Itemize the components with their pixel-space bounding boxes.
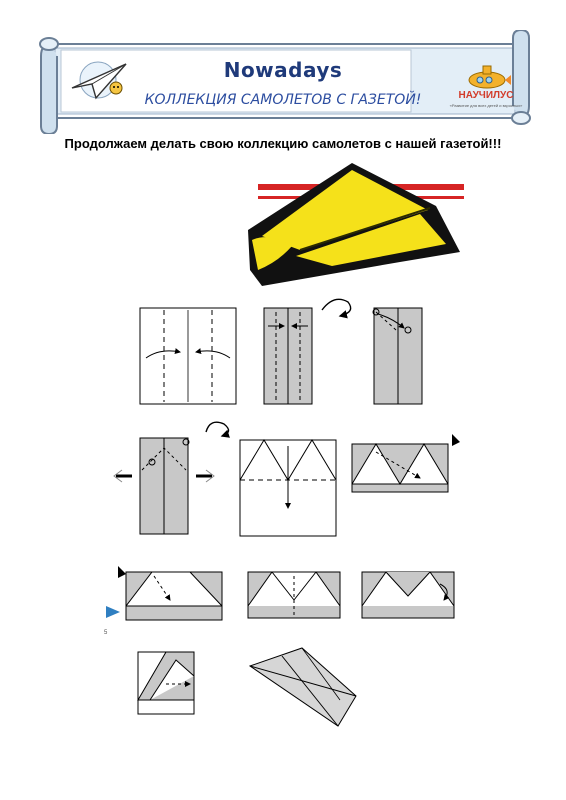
turn-over-arrow-icon [206,422,229,436]
brand-title: Nowadays [223,58,343,82]
turn-over-arrow-icon [322,299,351,316]
step-6 [352,434,460,492]
step-1 [140,308,236,404]
intro-heading: Продолжаем делать свою коллекцию самолетов с нашей газетой!!! [64,136,502,151]
step-marker: 5 [104,630,108,636]
step-5 [240,440,336,536]
step-2 [264,308,312,404]
step-3 [373,308,422,404]
finished-plane-illustration [248,163,464,286]
logo-name: НАУЧИЛУС [458,90,514,101]
collection-subtitle: КОЛЛЕКЦИЯ САМОЛЕТОВ С ГАЗЕТОЙ! [144,92,422,108]
step-4 [114,438,214,534]
step-7 [106,566,222,620]
step-10 [138,652,194,714]
logo-caption: «Развитие для всех детей и взрослых» [449,103,523,108]
step-9 [362,572,454,618]
step-11-finished [250,648,356,726]
step-8 [248,572,340,618]
